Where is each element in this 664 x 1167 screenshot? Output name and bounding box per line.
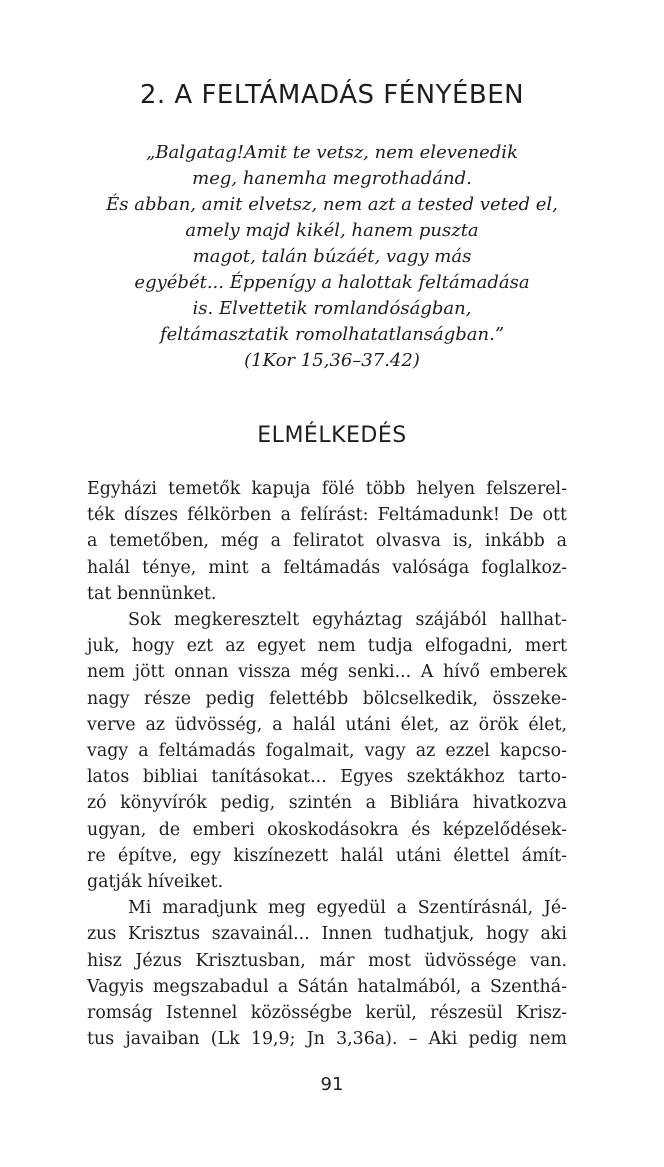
- epigraph-quote: [70, 140, 594, 374]
- text-line: vagy a feltámadás fogalmait, vagy az ezzel kapcso-: [87, 741, 567, 762]
- epigraph-line: is. Elvettetik romlandóságban,: [192, 298, 472, 319]
- epigraph-line: magot, talán búzáét, vagy más: [192, 246, 472, 267]
- body-text: [87, 476, 567, 1052]
- epigraph-line: „Balgatag!Amit te vetsz, nem elevenedik: [146, 142, 518, 163]
- text-line: Egyházi temetők kapuja fölé több helyen felszerel-: [87, 479, 567, 499]
- paragraph-2: [87, 607, 567, 895]
- text-line: tus javaiban (Lk 19,9; Jn 3,36a). – Aki pedig nem: [87, 1029, 567, 1050]
- text-line: a temetőben, még a feliratot olvasva is, inkább a: [87, 531, 567, 552]
- text-line: ték díszes félkörben a felírást: Feltámadunk! De ott: [87, 505, 567, 526]
- text-line: ugyan, de emberi okoskodásokra és képzelődések-: [87, 819, 567, 840]
- text-line: Sok megkeresztelt egyháztag szájából hallhat-: [128, 610, 567, 631]
- text-line: zus Krisztus szavainál... Innen tudhatjuk, hogy aki: [87, 924, 567, 945]
- text-line: gatják híveiket.: [87, 872, 224, 893]
- text-line: juk, hogy ezt az egyet nem tudja elfogadni, mert: [87, 636, 567, 657]
- page-number: 91: [320, 1074, 344, 1095]
- text-line: nagy része pedig felettébb bölcselkedik, összeke-: [87, 688, 567, 709]
- epigraph-line: És abban, amit elvetsz, nem azt a tested veted el,: [106, 194, 558, 215]
- text-line: Mi maradjunk meg egyedül a Szentírásnál, Jé-: [128, 898, 567, 919]
- section-title: ELMÉLKEDÉS: [257, 423, 407, 448]
- text-line: re építve, egy kiszínezett halál utáni élettel ámít-: [87, 845, 567, 866]
- paragraph-3: [87, 895, 567, 1052]
- epigraph-line: egyébét... Éppenígy a halottak feltámadása: [134, 272, 530, 293]
- text-line: latos bibliai tanításokat... Egyes szektákhoz tarto-: [87, 767, 567, 788]
- text-line: romság Istennel közösségbe kerül, részesül Krisz-: [87, 1003, 567, 1024]
- text-line: tat bennünket.: [87, 583, 217, 604]
- paragraph-1: [87, 476, 567, 607]
- text-line: nem jött onnan vissza még senki... A hívő emberek: [87, 662, 567, 683]
- text-line: verve az üdvösség, a halál utáni élet, az örök élet,: [87, 714, 567, 735]
- text-line: zó könyvírók pedig, szintén a Bibliára hivatkozva: [87, 793, 567, 814]
- text-line: hisz Jézus Krisztusban, már most üdvössége van.: [87, 950, 567, 971]
- epigraph-line: amely majd kikél, hanem puszta: [185, 220, 479, 241]
- chapter-title: 2. A FELTÁMADÁS FÉNYÉBEN: [139, 80, 525, 110]
- epigraph-citation: (1Kor 15,36–37.42): [244, 350, 420, 371]
- text-line: Vagyis megszabadul a Sátán hatalmából, a Szenthá-: [87, 976, 567, 997]
- text-line: halál ténye, mint a feltámadás valósága foglalkoz-: [87, 557, 567, 578]
- epigraph-line: feltámasztatik romolhatatlanságban.”: [159, 324, 505, 345]
- epigraph-line: meg, hanemha megrothadánd.: [192, 168, 472, 189]
